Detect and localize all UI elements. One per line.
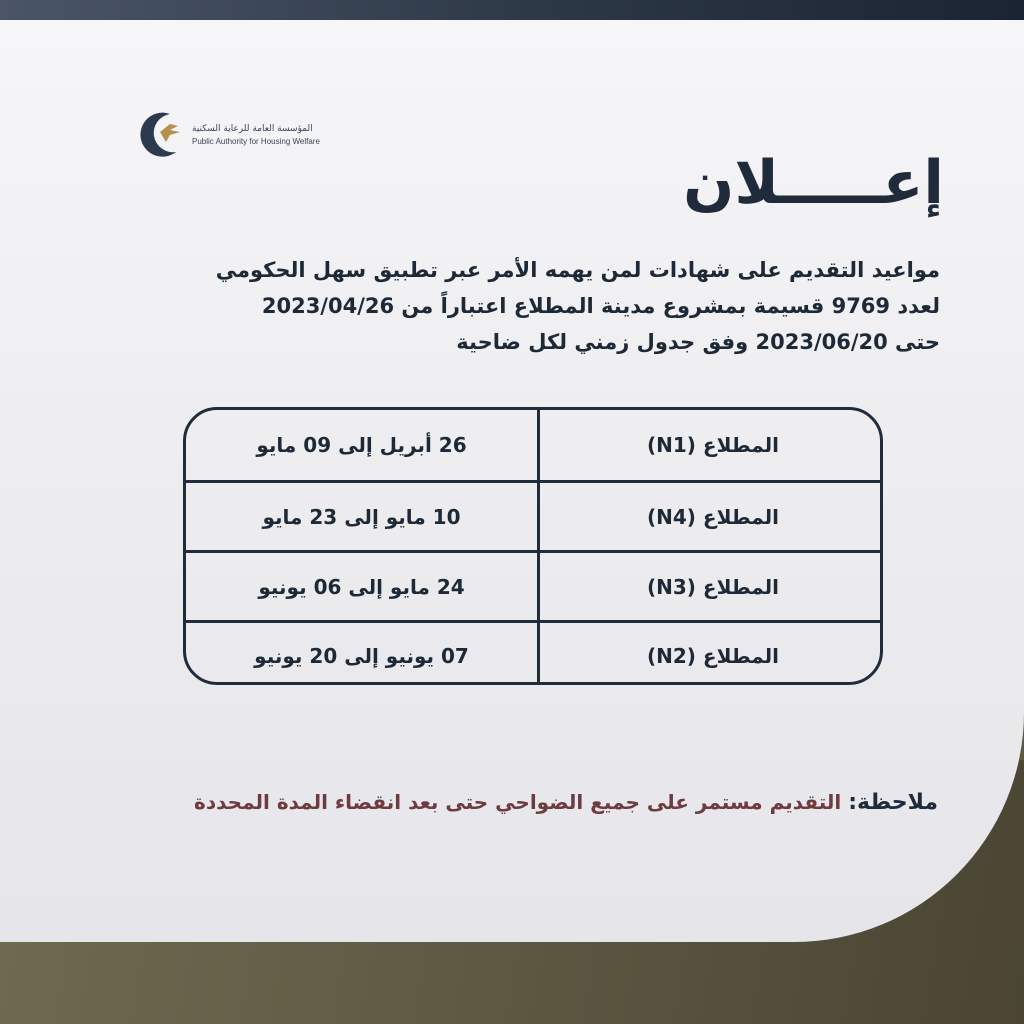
announcement-heading: إعـــــلان: [683, 148, 944, 218]
intro-line: مواعيد التقديم على شهادات لمن يهمه الأمر عبر تطبيق سهل الحكومي: [215, 258, 940, 282]
authority-logo: [140, 108, 370, 168]
top-accent-bar: [0, 0, 1024, 20]
logo-arabic-name: المؤسسة العامة للرعاية السكنية: [192, 124, 313, 134]
schedule-table: [183, 407, 883, 685]
schedule-dates: 26 أبريل إلى 09 مايو: [256, 433, 467, 457]
intro-line: لعدد 9769 قسيمة بمشروع مدينة المطلاع اعتباراً من 2023/04/26: [261, 294, 940, 318]
schedule-row: [186, 620, 880, 685]
schedule-area: المطلاع (N2): [647, 643, 780, 668]
schedule-area: المطلاع (N1): [647, 433, 780, 457]
schedule-row: [186, 480, 880, 550]
schedule-row: [186, 550, 880, 620]
note-line: [108, 790, 938, 815]
schedule-area: المطلاع (N3): [647, 574, 780, 599]
schedule-row: [186, 410, 880, 480]
announcement-card: [0, 20, 1024, 942]
logo-english-name: Public Authority for Housing Welfare: [192, 137, 320, 146]
note-label: ملاحظة:: [848, 790, 938, 815]
schedule-dates: 24 مايو إلى 06 يونيو: [258, 574, 465, 599]
crescent-dove-logo-icon: [140, 108, 188, 160]
schedule-dates: 10 مايو إلى 23 مايو: [262, 504, 461, 529]
schedule-area: المطلاع (N4): [647, 504, 780, 529]
schedule-dates: 07 يونيو إلى 20 يونيو: [254, 643, 469, 668]
note-text: التقديم مستمر على جميع الضواحي حتى بعد انقضاء المدة المحددة: [194, 790, 849, 814]
intro-line: حتى 2023/06/20 وفق جدول زمني لكل ضاحية: [456, 330, 940, 354]
intro-paragraph: [120, 252, 940, 360]
